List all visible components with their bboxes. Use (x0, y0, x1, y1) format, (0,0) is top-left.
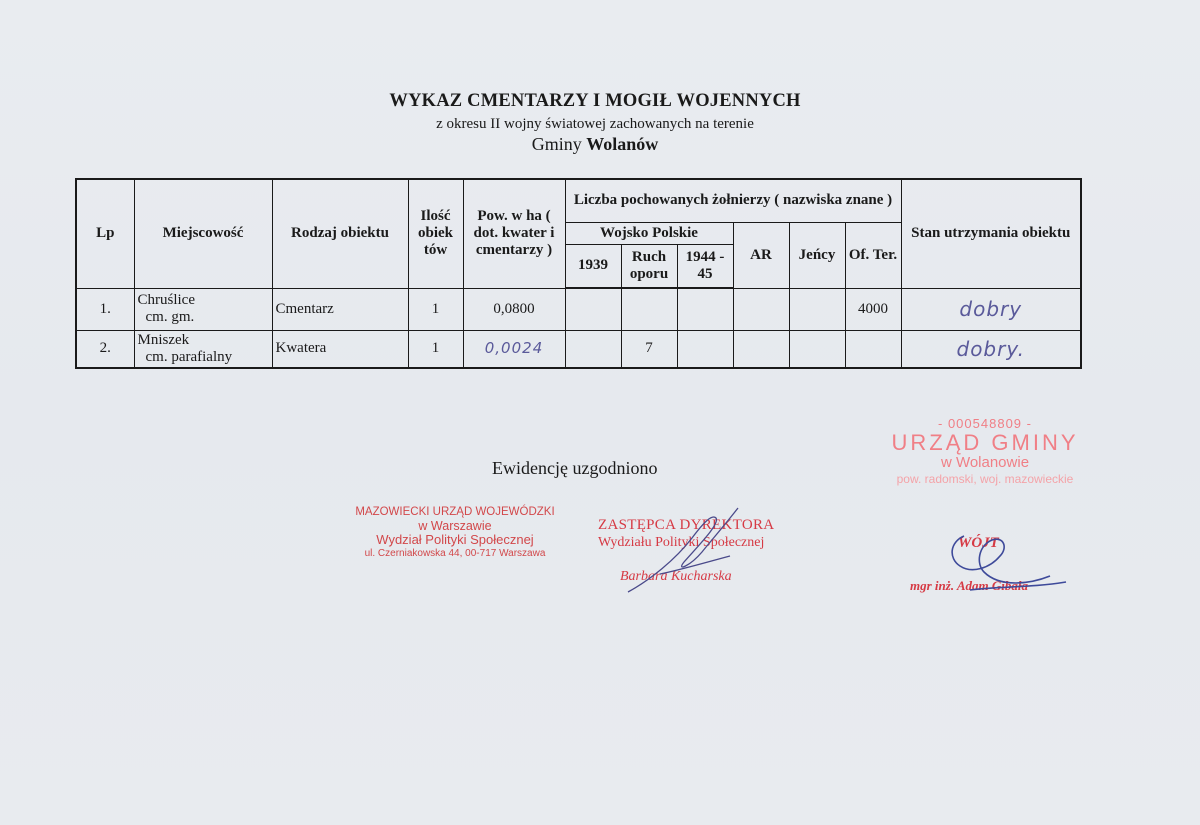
cell-rodzaj: Cmentarz (272, 288, 408, 330)
cell-ar (733, 288, 789, 330)
wojt-name: mgr inż. Adam Gibała (910, 578, 1028, 593)
document-title: WYKAZ CMENTARZY I MOGIŁ WOJENNYCH (389, 91, 801, 111)
header-lp: Lp (76, 179, 134, 288)
header-ruch: Ruch oporu (621, 244, 677, 288)
cell-1939 (565, 288, 621, 330)
cell-ilosc: 1 (408, 288, 463, 330)
cell-pow: 0,0800 (463, 288, 565, 330)
pow-handwritten: 0,0024 (484, 339, 544, 358)
header-liczba: Liczba pochowanych żołnierzy ( nazwiska znane ) (565, 179, 901, 222)
gmina-heading (0, 134, 1190, 155)
stamp-line: Wydział Polityki Społecznej (376, 532, 534, 547)
cell-stan (901, 288, 1081, 330)
cell-ruch (621, 288, 677, 330)
cell-miejscowosc (134, 330, 272, 368)
stamp-number: - 000548809 - (938, 416, 1032, 431)
header-of-ter: Of. Ter. (845, 222, 901, 288)
cell-jency (789, 330, 845, 368)
header-rodzaj: Rodzaj obiektu (272, 179, 408, 288)
gmina-name: Wolanów (586, 134, 659, 154)
cell-lp: 1. (76, 288, 134, 330)
urzad-gminy-stamp (870, 416, 1100, 487)
header-ilosc: Ilość obiek tów (408, 179, 463, 288)
cell-stan (901, 330, 1081, 368)
cell-of-ter: 4000 (845, 288, 901, 330)
cell-1944 (677, 330, 733, 368)
header-stan: Stan utrzymania obiektu (901, 179, 1081, 288)
stamp-line: MAZOWIECKI URZĄD WOJEWÓDZKI (355, 506, 555, 518)
header-miejscowosc: Miejscowość (134, 179, 272, 288)
header-wojsko: Wojsko Polskie (565, 222, 733, 244)
gmina-prefix: Gminy (531, 134, 582, 154)
stamp-line: w Warszawie (418, 519, 492, 533)
mazowiecki-stamp (340, 505, 570, 561)
cell-1944 (677, 288, 733, 330)
cell-rodzaj: Kwatera (272, 330, 408, 368)
miejscowosc-sub: cm. gm. (145, 309, 195, 325)
document-subtitle: z okresu II wojny światowej zachowanych na terenie (436, 116, 754, 132)
cell-miejscowosc (134, 288, 272, 330)
stamp-line: ul. Czerniakowska 44, 00-717 Warszawa (364, 548, 546, 559)
cell-1939 (565, 330, 621, 368)
cell-ilosc: 1 (408, 330, 463, 368)
miejscowosc-name: Chruślice (137, 292, 195, 308)
stamp-line: URZĄD GMINY (891, 430, 1079, 455)
stamp-line: ZASTĘPCA DYREKTORA (598, 517, 775, 533)
miejscowosc-sub: cm. parafialny (145, 348, 233, 365)
stan-handwritten: dobry. (956, 336, 1025, 361)
header-1939: 1939 (565, 244, 621, 288)
header-ar: AR (733, 222, 789, 288)
header-pow: Pow. w ha ( dot. kwater i cmentarzy ) (463, 179, 565, 288)
table-row (76, 288, 1081, 330)
cell-jency (789, 288, 845, 330)
stamp-line: pow. radomski, woj. mazowieckie (896, 472, 1074, 486)
stamp-name: Barbara Kucharska (620, 569, 732, 584)
cell-ar (733, 330, 789, 368)
header-1944: 1944 - 45 (677, 244, 733, 288)
cell-pow (463, 330, 565, 368)
signature-wojt (930, 528, 1070, 608)
stan-handwritten: dobry (959, 297, 1023, 321)
stamp-line: w Wolanowie (940, 454, 1030, 471)
signature-zastepca (620, 500, 750, 610)
cemetery-table (75, 178, 1082, 369)
cell-of-ter (845, 330, 901, 368)
stamp-line: Wydziału Polityki Społecznej (598, 535, 765, 550)
cell-lp: 2. (76, 330, 134, 368)
miejscowosc-name: Mniszek (137, 331, 190, 348)
wojt-title: WÓJT (958, 535, 999, 551)
table-row (76, 330, 1081, 368)
ewidencja-text: Ewidencję uzgodniono (492, 458, 658, 478)
header-jency: Jeńcy (789, 222, 845, 288)
cell-ruch: 7 (621, 330, 677, 368)
